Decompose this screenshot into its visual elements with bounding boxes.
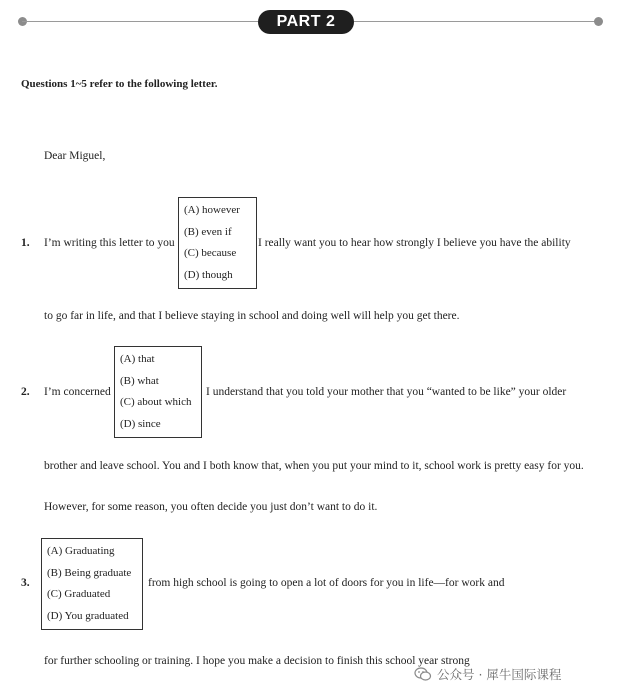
options-box-q2 bbox=[114, 346, 202, 438]
option-c[interactable]: (C) Graduated bbox=[47, 588, 111, 600]
question-number: 1. bbox=[21, 237, 30, 249]
header-left-rule bbox=[22, 21, 258, 22]
option-d[interactable]: (D) since bbox=[120, 417, 161, 430]
option-a[interactable]: (A) that bbox=[120, 353, 155, 365]
instructions-heading: Questions 1~5 refer to the following letter. bbox=[21, 78, 218, 90]
option-a[interactable]: (A) Graduating bbox=[47, 545, 115, 557]
option-b[interactable]: (B) even if bbox=[184, 225, 232, 238]
option-c[interactable]: (C) about which bbox=[120, 396, 192, 408]
question-text-after: I really want you to hear how strongly I believe you have the ability bbox=[258, 237, 571, 249]
continuation-line: brother and leave school. You and I both know that, when you put your mind to it, school work is pretty easy for you. bbox=[44, 460, 584, 472]
options-box-q3 bbox=[41, 538, 143, 630]
question-number: 2. bbox=[21, 386, 30, 398]
question-number: 3. bbox=[21, 577, 30, 589]
header-right-rule bbox=[354, 21, 598, 22]
question-text-before: I’m writing this letter to you bbox=[44, 237, 175, 249]
continuation-line: However, for some reason, you often decide you just don’t want to do it. bbox=[44, 501, 378, 513]
option-d[interactable]: (D) though bbox=[184, 268, 233, 281]
question-text-after: I understand that you told your mother that you “wanted to be like” your older bbox=[206, 386, 567, 398]
options-box-q1 bbox=[178, 197, 257, 289]
watermark bbox=[414, 665, 561, 683]
option-c[interactable]: (C) because bbox=[184, 247, 237, 259]
option-b[interactable]: (B) Being graduate bbox=[47, 566, 132, 579]
header-right-dot bbox=[594, 17, 603, 26]
question-text-before: I’m concerned bbox=[44, 386, 111, 398]
question-text-after: from high school is going to open a lot of doors for you in life—for work and bbox=[148, 577, 505, 589]
continuation-line: to go far in life, and that I believe staying in school and doing well will help you get there. bbox=[44, 310, 460, 322]
option-b[interactable]: (B) what bbox=[120, 374, 159, 387]
wechat-icon bbox=[414, 665, 432, 683]
option-d[interactable]: (D) You graduated bbox=[47, 609, 129, 622]
watermark-text: 公众号 · 犀牛国际课程 bbox=[437, 667, 562, 682]
salutation: Dear Miguel, bbox=[44, 150, 106, 162]
option-a[interactable]: (A) however bbox=[184, 204, 240, 216]
continuation-line: for further schooling or training. I hope you make a decision to finish this school year strong bbox=[44, 655, 470, 667]
part-badge: PART 2 bbox=[258, 10, 354, 34]
